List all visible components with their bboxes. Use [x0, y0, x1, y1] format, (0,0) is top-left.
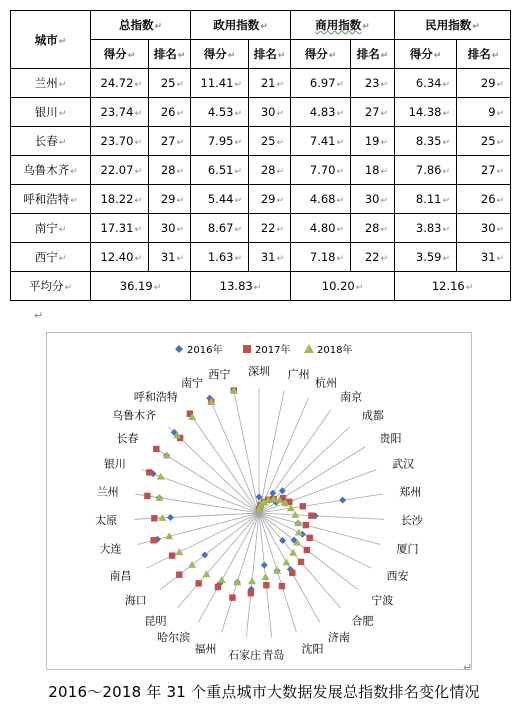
data-point — [153, 446, 159, 452]
rank-cell: 30↵ — [149, 214, 191, 243]
category-label: 郑州 — [399, 485, 422, 499]
data-point — [306, 535, 312, 541]
city-header: 城市↵ — [11, 11, 91, 69]
category-label: 厦门 — [396, 542, 419, 556]
rank-cell: 26↵ — [457, 185, 511, 214]
radar-spoke — [259, 513, 371, 568]
score-cell: 3.59↵ — [395, 243, 457, 272]
sub-header-rank: 排名↵ — [351, 40, 395, 69]
score-cell: 18.22↵ — [91, 185, 149, 214]
radar-chart-frame — [46, 332, 472, 670]
radar-spoke — [178, 513, 259, 608]
rank-cell: 28↵ — [351, 214, 395, 243]
table-row — [11, 127, 511, 156]
category-label: 兰州 — [96, 485, 119, 499]
header-row-1 — [11, 11, 511, 40]
average-label: 平均分↵ — [11, 272, 91, 301]
category-label: 长春 — [116, 431, 139, 445]
data-point — [157, 473, 165, 480]
data-point — [269, 490, 276, 497]
legend-label: 2018年 — [317, 345, 353, 356]
category-label: 深圳 — [248, 365, 270, 378]
sub-header-score: 得分↵ — [91, 40, 149, 69]
legend-label: 2017年 — [255, 345, 291, 356]
table-row — [11, 185, 511, 214]
rank-cell: 30↵ — [457, 214, 511, 243]
rank-cell: 30↵ — [351, 185, 395, 214]
city-name: 长春↵ — [11, 127, 91, 156]
rank-cell: 22↵ — [351, 243, 395, 272]
city-name: 南宁↵ — [11, 214, 91, 243]
data-point — [176, 572, 182, 578]
data-point — [218, 576, 226, 583]
category-label: 南昌 — [109, 569, 132, 583]
average-row — [11, 272, 511, 301]
data-point — [282, 558, 290, 565]
data-point — [167, 514, 174, 521]
group-header-commercial: 商用指数↵ — [291, 11, 395, 40]
rank-cell: 31↵ — [149, 243, 191, 272]
category-label: 武汉 — [392, 457, 415, 471]
score-cell: 6.51↵ — [191, 156, 249, 185]
score-cell: 8.11↵ — [395, 185, 457, 214]
rank-cell: 23↵ — [351, 69, 395, 98]
data-point — [289, 570, 295, 576]
data-point — [248, 577, 256, 584]
rank-cell: 25↵ — [149, 69, 191, 98]
figure-caption: 2016～2018 年 31 个重点城市大数据发展总指数排名变化情况 — [48, 683, 480, 701]
rank-cell: 29↵ — [249, 185, 291, 214]
city-name: 银川↵ — [11, 98, 91, 127]
score-cell: 7.41↵ — [291, 127, 351, 156]
category-label: 乌鲁木齐 — [112, 409, 157, 423]
data-point — [146, 469, 152, 475]
average-civil: 12.16↵ — [395, 272, 511, 301]
data-point — [175, 548, 183, 555]
score-cell: 14.38↵ — [395, 98, 457, 127]
category-label: 广州 — [287, 367, 310, 381]
score-cell: 7.86↵ — [395, 156, 457, 185]
city-name: 呼和浩特↵ — [11, 185, 91, 214]
legend-label: 2016年 — [187, 345, 223, 356]
category-label: 大连 — [99, 542, 122, 556]
score-cell: 8.67↵ — [191, 214, 249, 243]
radar-spoke — [210, 398, 259, 513]
table-row — [11, 243, 511, 272]
table-body — [11, 69, 511, 272]
rank-cell: 25↵ — [249, 127, 291, 156]
category-label: 杭州 — [314, 376, 337, 390]
legend-marker — [243, 345, 251, 353]
category-label: 银川 — [103, 457, 126, 471]
data-point — [188, 561, 196, 568]
city-name: 西宁↵ — [11, 243, 91, 272]
data-point — [201, 551, 208, 558]
category-label: 哈尔滨 — [157, 631, 191, 645]
data-point — [300, 503, 306, 509]
paragraph-mark: ↵ — [463, 661, 473, 674]
table-row — [11, 98, 511, 127]
group-header-civil: 民用指数↵ — [395, 11, 511, 40]
radar-spoke — [135, 494, 259, 513]
city-name: 乌鲁木齐↵ — [11, 156, 91, 185]
data-point — [169, 552, 175, 558]
rank-cell: 29↵ — [149, 185, 191, 214]
legend-marker — [175, 345, 183, 353]
data-point — [303, 522, 309, 528]
category-label: 南宁 — [181, 376, 204, 390]
category-label: 沈阳 — [301, 642, 324, 656]
score-cell: 4.83↵ — [291, 98, 351, 127]
data-point — [248, 590, 254, 596]
sub-header-score: 得分↵ — [395, 40, 457, 69]
radar-spoke — [259, 513, 380, 544]
data-point — [339, 497, 346, 504]
score-cell: 4.53↵ — [191, 98, 249, 127]
radar-chart — [47, 333, 471, 669]
data-point — [261, 562, 268, 569]
score-cell: 7.95↵ — [191, 127, 249, 156]
score-cell: 7.18↵ — [291, 243, 351, 272]
category-label: 昆明 — [144, 614, 167, 628]
category-label: 济南 — [327, 631, 350, 645]
sub-header-score: 得分↵ — [291, 40, 351, 69]
data-point — [279, 583, 285, 589]
data-point — [229, 594, 235, 600]
index-table — [10, 10, 511, 301]
rank-cell: 31↵ — [249, 243, 291, 272]
data-point — [308, 512, 314, 518]
category-label: 合肥 — [351, 614, 374, 628]
group-header-total: 总指数↵ — [91, 11, 191, 40]
category-label: 青岛 — [262, 648, 285, 662]
rank-cell: 25↵ — [457, 127, 511, 156]
category-label: 福州 — [194, 642, 217, 656]
score-cell: 4.68↵ — [291, 185, 351, 214]
score-cell: 3.83↵ — [395, 214, 457, 243]
category-label: 石家庄 — [228, 648, 262, 662]
score-cell: 7.70↵ — [291, 156, 351, 185]
score-cell: 23.74↵ — [91, 98, 149, 127]
rank-cell: 27↵ — [351, 98, 395, 127]
score-cell: 11.41↵ — [191, 69, 249, 98]
data-point — [304, 547, 310, 553]
paragraph-mark: ↵ — [34, 309, 44, 322]
score-cell: 24.72↵ — [91, 69, 149, 98]
average-commercial: 10.20↵ — [291, 272, 395, 301]
sub-header-rank: 排名↵ — [457, 40, 511, 69]
rank-cell: 28↵ — [149, 156, 191, 185]
data-point — [215, 584, 221, 590]
score-cell: 8.35↵ — [395, 127, 457, 156]
score-cell: 17.31↵ — [91, 214, 149, 243]
rank-cell: 27↵ — [457, 156, 511, 185]
rank-cell: 18↵ — [351, 156, 395, 185]
rank-cell: 22↵ — [249, 214, 291, 243]
score-cell: 12.40↵ — [91, 243, 149, 272]
category-label: 西安 — [386, 569, 409, 583]
city-name: 兰州↵ — [11, 69, 91, 98]
data-point — [151, 515, 157, 521]
radar-spoke — [160, 513, 259, 590]
category-label: 西宁 — [208, 367, 231, 381]
score-cell: 23.70↵ — [91, 127, 149, 156]
category-label: 太原 — [95, 514, 118, 528]
data-point — [263, 582, 269, 588]
data-point — [262, 573, 270, 580]
sub-header-score: 得分↵ — [191, 40, 249, 69]
score-cell: 22.07↵ — [91, 156, 149, 185]
category-label: 呼和浩特 — [133, 390, 178, 404]
data-point — [150, 537, 156, 543]
category-label: 贵阳 — [379, 431, 402, 445]
category-label: 长沙 — [400, 514, 423, 528]
score-cell: 5.44↵ — [191, 185, 249, 214]
rank-cell: 31↵ — [457, 243, 511, 272]
rank-cell: 28↵ — [249, 156, 291, 185]
data-point — [195, 580, 201, 586]
category-label: 海口 — [124, 593, 147, 607]
rank-cell: 27↵ — [149, 127, 191, 156]
table-row — [11, 214, 511, 243]
average-gov: 13.83↵ — [191, 272, 291, 301]
rank-cell: 30↵ — [249, 98, 291, 127]
rank-cell: 21↵ — [249, 69, 291, 98]
legend-marker — [304, 344, 314, 353]
data-point — [144, 493, 150, 499]
sub-header-rank: 排名↵ — [249, 40, 291, 69]
score-cell: 4.80↵ — [291, 214, 351, 243]
table-row — [11, 156, 511, 185]
sub-header-rank: 排名↵ — [149, 40, 191, 69]
category-label: 宁波 — [371, 593, 394, 607]
rank-cell: 19↵ — [351, 127, 395, 156]
category-label: 南京 — [340, 390, 363, 404]
rank-cell: 26↵ — [149, 98, 191, 127]
group-header-gov: 政用指数↵ — [191, 11, 291, 40]
score-cell: 1.63↵ — [191, 243, 249, 272]
radar-spoke — [222, 513, 259, 632]
data-point — [298, 559, 304, 565]
radar-spoke — [147, 513, 259, 568]
score-cell: 6.34↵ — [395, 69, 457, 98]
radar-spoke — [259, 513, 384, 519]
rank-cell: 29↵ — [457, 69, 511, 98]
table-row — [11, 69, 511, 98]
average-total: 36.19↵ — [91, 272, 191, 301]
category-label: 成都 — [361, 409, 384, 423]
score-cell: 6.97↵ — [291, 69, 351, 98]
rank-cell: 9↵ — [457, 98, 511, 127]
